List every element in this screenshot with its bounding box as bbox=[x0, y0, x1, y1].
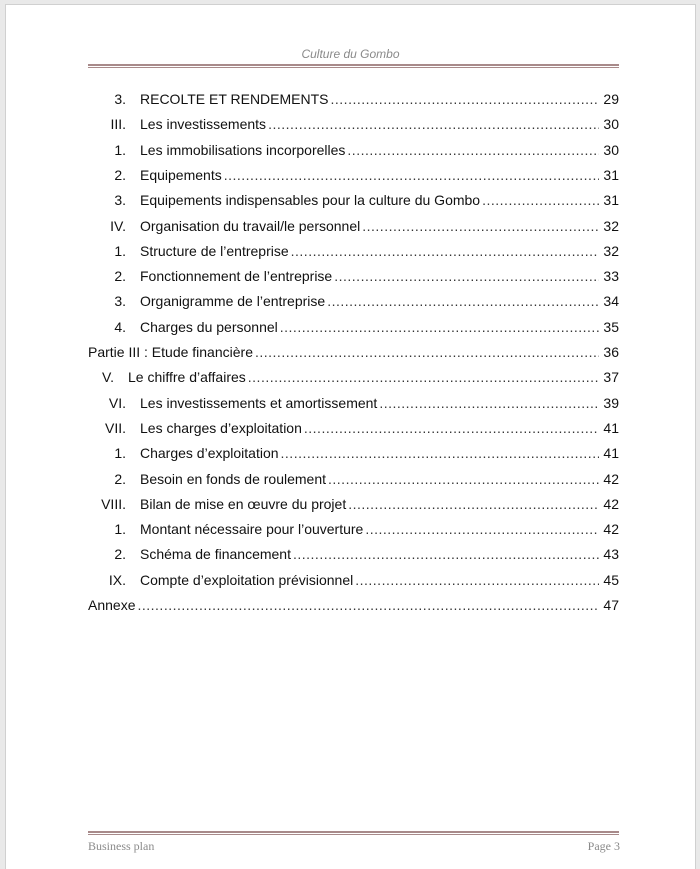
toc-entry-title: Charges d’exploitation bbox=[140, 445, 279, 462]
dot-leader bbox=[255, 342, 599, 362]
dot-leader bbox=[379, 393, 599, 413]
toc-entry[interactable] bbox=[88, 165, 619, 185]
toc-entry-page: 47 bbox=[603, 597, 619, 613]
toc-entry[interactable] bbox=[88, 570, 619, 590]
toc-entry-number: 3. bbox=[114, 192, 126, 209]
toc-entry-number: 1. bbox=[114, 242, 126, 259]
dot-leader bbox=[347, 140, 599, 160]
dot-leader bbox=[355, 570, 599, 590]
toc-entry-page: 31 bbox=[603, 166, 619, 183]
toc-entry-page: 41 bbox=[603, 419, 619, 436]
toc-entry-page: 37 bbox=[603, 369, 619, 386]
toc-entry-page: 29 bbox=[603, 91, 619, 107]
toc-entry[interactable] bbox=[88, 241, 619, 261]
dot-leader bbox=[334, 266, 599, 286]
toc-entry[interactable] bbox=[88, 544, 619, 564]
toc-entry-title: Organigramme de l’entreprise bbox=[140, 293, 326, 310]
toc-entry-number: 2. bbox=[114, 268, 126, 285]
toc-entry[interactable] bbox=[88, 114, 619, 134]
toc-entry[interactable] bbox=[88, 89, 619, 109]
toc-entry-title: Equipements indispensables pour la culture du Gombo bbox=[140, 192, 481, 209]
toc-entry-number: VII. bbox=[104, 419, 126, 436]
header-title: Culture du Gombo bbox=[301, 47, 400, 61]
dot-leader bbox=[304, 418, 599, 438]
dot-leader bbox=[291, 241, 599, 261]
toc-entry-title: Annexe bbox=[88, 597, 136, 613]
toc-entry-page: 43 bbox=[603, 546, 619, 563]
toc-entry[interactable] bbox=[88, 393, 619, 413]
toc-entry[interactable] bbox=[88, 190, 619, 210]
toc-entry[interactable] bbox=[88, 595, 619, 615]
toc-entry-number: IX. bbox=[108, 571, 126, 588]
footer-left-text: Business plan bbox=[88, 839, 155, 853]
dot-leader bbox=[224, 165, 599, 185]
toc-entry-page: 35 bbox=[603, 318, 619, 335]
toc-entry-page: 42 bbox=[603, 521, 619, 538]
toc-entry-page: 31 bbox=[603, 192, 619, 209]
toc-entry-page: 45 bbox=[603, 571, 619, 588]
toc-entry[interactable] bbox=[88, 216, 619, 236]
toc-entry-title: Les charges d’exploitation bbox=[140, 419, 302, 436]
toc-entry-number: III. bbox=[110, 116, 126, 133]
toc-entry-number: 2. bbox=[114, 166, 126, 183]
dot-leader bbox=[281, 443, 599, 463]
toc-entry[interactable] bbox=[88, 291, 619, 311]
toc-entry-page: 39 bbox=[603, 394, 619, 411]
toc-entry[interactable] bbox=[88, 519, 619, 539]
dot-leader bbox=[293, 544, 599, 564]
dot-leader bbox=[482, 190, 599, 210]
toc-entry-title: Les investissements bbox=[140, 116, 267, 133]
toc-entry-title: Les immobilisations incorporelles bbox=[140, 141, 346, 158]
dot-leader bbox=[331, 89, 599, 109]
toc-entry[interactable] bbox=[88, 342, 619, 362]
toc-entry-number: 3. bbox=[114, 293, 126, 310]
dot-leader bbox=[268, 114, 599, 134]
dot-leader bbox=[327, 291, 599, 311]
toc-entry[interactable] bbox=[88, 418, 619, 438]
dot-leader bbox=[348, 494, 599, 514]
toc-entry-number: IV. bbox=[110, 217, 126, 234]
toc-entry[interactable] bbox=[88, 317, 619, 337]
footer-rule bbox=[88, 831, 619, 835]
toc-entry-page: 42 bbox=[603, 470, 619, 487]
toc-entry-number: 4. bbox=[114, 318, 126, 335]
toc-entry-number: 1. bbox=[114, 445, 126, 462]
toc-entry-number: 1. bbox=[114, 141, 126, 158]
toc-entry-title: Le chiffre d’affaires bbox=[128, 369, 246, 386]
toc-entry-number: 2. bbox=[114, 546, 126, 563]
toc-entry-title: Equipements bbox=[140, 166, 222, 183]
toc-entry[interactable] bbox=[88, 266, 619, 286]
toc-entry-title: Besoin en fonds de roulement bbox=[140, 470, 327, 487]
toc-entry-number: V. bbox=[102, 369, 114, 386]
toc-entry-number: 3. bbox=[114, 91, 126, 107]
toc-entry-page: 32 bbox=[603, 217, 619, 234]
footer-page-number: Page 3 bbox=[587, 839, 620, 853]
toc-entry[interactable] bbox=[88, 494, 619, 514]
toc-entry[interactable] bbox=[88, 367, 619, 387]
toc-entry-page: 30 bbox=[603, 116, 619, 133]
toc-entry-title: Montant nécessaire pour l’ouverture bbox=[140, 521, 364, 538]
toc-entry-title: Partie III : Etude financière bbox=[88, 344, 253, 360]
toc-entry-title: Structure de l’entreprise bbox=[140, 242, 289, 259]
dot-leader bbox=[328, 469, 599, 489]
toc-entry-page: 42 bbox=[603, 495, 619, 512]
toc-entry-title: Compte d’exploitation prévisionnel bbox=[140, 571, 354, 588]
toc-entry-title: Schéma de financement bbox=[140, 546, 291, 563]
dot-leader bbox=[365, 519, 599, 539]
toc-entry-page: 41 bbox=[603, 445, 619, 462]
toc-entry-number: VIII. bbox=[101, 495, 126, 512]
toc-entry-number: VI. bbox=[108, 394, 126, 411]
toc-entry-title: Fonctionnement de l’entreprise bbox=[140, 268, 333, 285]
toc-entry[interactable] bbox=[88, 469, 619, 489]
toc-entry-number: 1. bbox=[114, 521, 126, 538]
toc-entry-title: Organisation du travail/le personnel bbox=[140, 217, 361, 234]
toc-entry-page: 30 bbox=[603, 141, 619, 158]
toc-entry-title: RECOLTE ET RENDEMENTS bbox=[140, 91, 329, 107]
dot-leader bbox=[280, 317, 599, 337]
dot-leader bbox=[137, 595, 599, 615]
toc-entry-page: 33 bbox=[603, 268, 619, 285]
document-page bbox=[5, 4, 696, 869]
toc-entry-page: 34 bbox=[603, 293, 619, 310]
toc-entry[interactable] bbox=[88, 443, 619, 463]
header-rule bbox=[88, 64, 619, 68]
dot-leader bbox=[248, 367, 599, 387]
toc-entry-title: Charges du personnel bbox=[140, 318, 278, 335]
toc-entry-number: 2. bbox=[114, 470, 126, 487]
toc-entry[interactable] bbox=[88, 140, 619, 160]
toc-entry-title: Les investissements et amortissement bbox=[140, 394, 378, 411]
toc-entry-page: 36 bbox=[603, 344, 619, 360]
toc-entry-page: 32 bbox=[603, 242, 619, 259]
dot-leader bbox=[362, 216, 599, 236]
toc-entry-title: Bilan de mise en œuvre du projet bbox=[140, 495, 347, 512]
